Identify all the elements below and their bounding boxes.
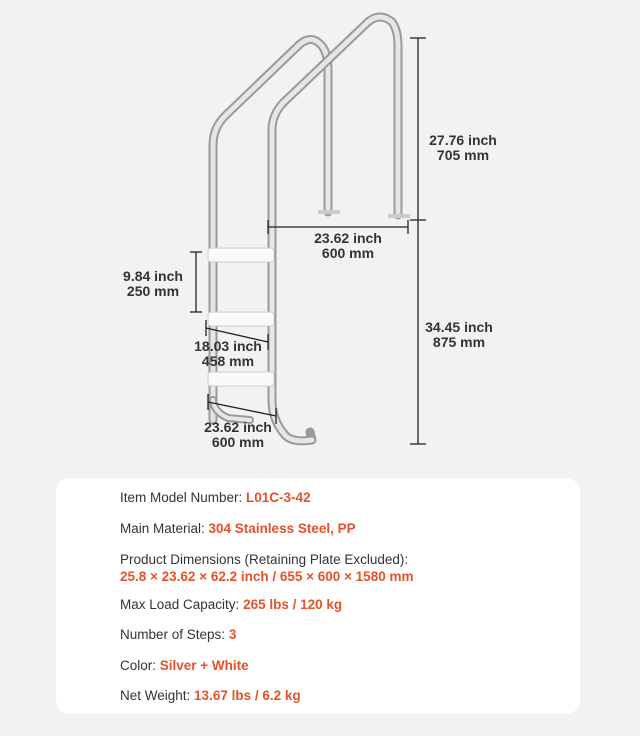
spec-material xyxy=(120,520,356,537)
step-spacing-label xyxy=(108,269,198,299)
specs-card xyxy=(56,478,580,714)
spec-model xyxy=(120,489,311,506)
dim-inch: 27.76 inch xyxy=(429,132,497,148)
spec-value: 13.67 lbs / 6.2 kg xyxy=(194,688,301,703)
spec-steps xyxy=(120,626,236,643)
dim-inch: 18.03 inch xyxy=(194,338,262,354)
dim-mm: 705 mm xyxy=(436,147,490,163)
spec-value: Silver + White xyxy=(159,658,249,673)
spec-label: Max Load Capacity: xyxy=(120,597,244,612)
dim-inch: 23.62 inch xyxy=(314,230,382,246)
dim-mm: 875 mm xyxy=(432,334,486,350)
dim-inch: 23.62 inch xyxy=(204,419,272,435)
spec-label: Product Dimensions (Retaining Plate Excluded): xyxy=(120,552,409,567)
top-width-label xyxy=(303,231,393,261)
dim-mm: 250 mm xyxy=(126,283,180,299)
spec-dimensions xyxy=(120,551,413,585)
spec-label: Item Model Number: xyxy=(120,490,247,505)
spec-value: 25.8 × 23.62 × 62.2 inch / 655 × 600 × 1580 mm xyxy=(120,569,414,584)
step-depth-label xyxy=(183,339,273,369)
spec-value: 304 Stainless Steel, PP xyxy=(208,521,356,536)
spec-label: Number of Steps: xyxy=(120,627,229,642)
dim-mm: 458 mm xyxy=(201,353,255,369)
spec-value: 3 xyxy=(228,627,237,642)
spec-load xyxy=(120,596,342,613)
upper-height-label xyxy=(418,133,508,163)
dim-mm: 600 mm xyxy=(321,245,375,261)
lower-height-label xyxy=(414,320,504,350)
dim-inch: 34.45 inch xyxy=(425,319,493,335)
dim-mm: 600 mm xyxy=(211,434,265,450)
spec-label: Main Material: xyxy=(120,521,209,536)
bottom-width-label xyxy=(193,420,283,450)
spec-weight xyxy=(120,687,301,704)
spec-color xyxy=(120,657,249,674)
spec-label: Color: xyxy=(120,658,160,673)
spec-label: Net Weight: xyxy=(120,688,195,703)
spec-value: 265 lbs / 120 kg xyxy=(243,597,343,612)
dim-inch: 9.84 inch xyxy=(123,268,183,284)
spec-value: L01C-3-42 xyxy=(246,490,311,505)
